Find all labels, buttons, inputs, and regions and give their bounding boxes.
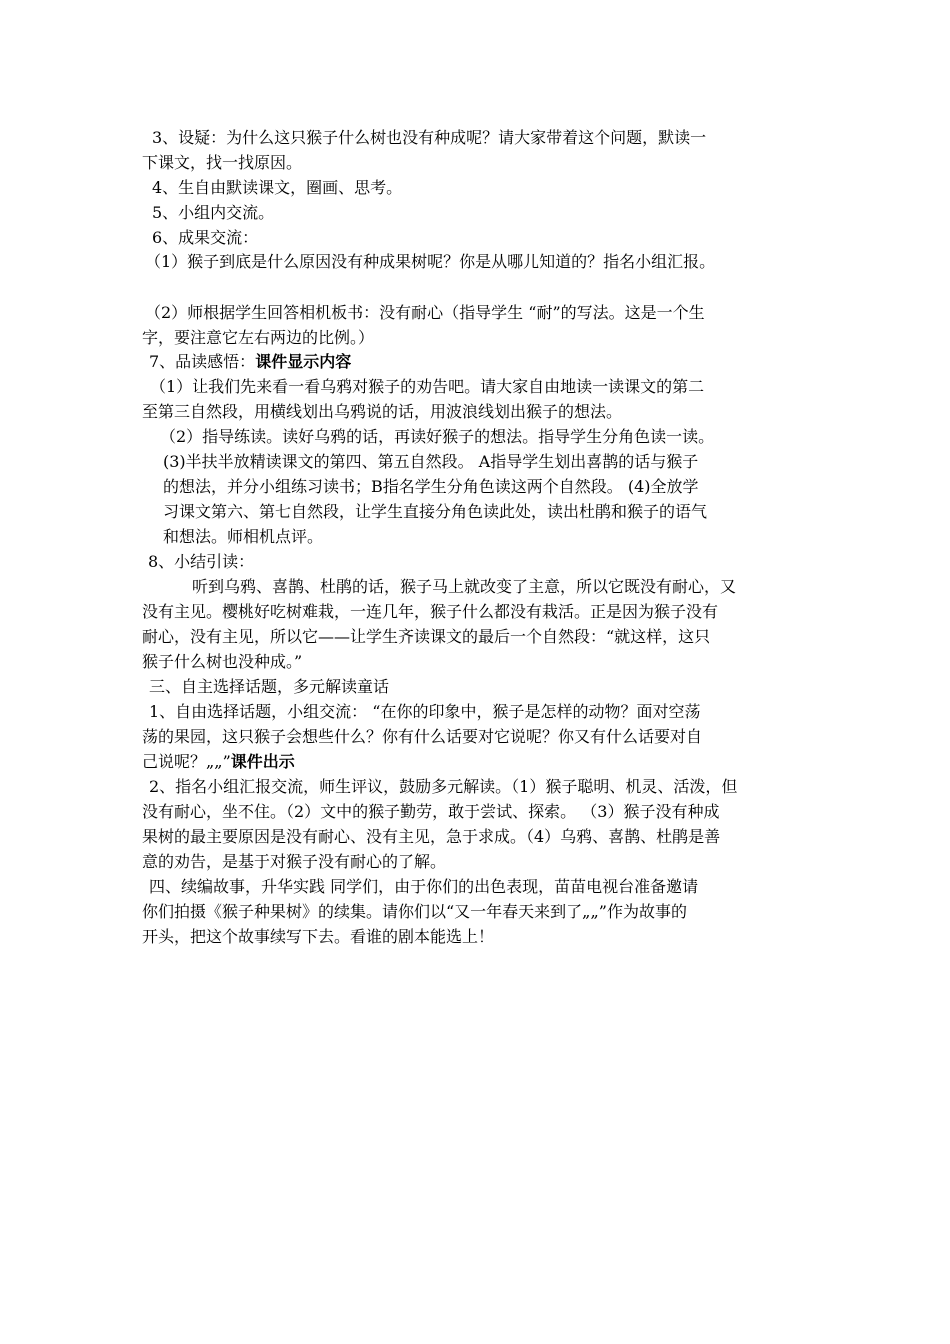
line-text: 字，要注意它左右两边的比例。） <box>142 328 375 347</box>
line-text: 下课文，找一找原因。 <box>142 153 303 172</box>
text-line-3 <box>152 178 402 198</box>
section-heading-3 <box>149 677 389 697</box>
line-text: 你们拍摄《猴子种果树》的续集。请你们以“又一年春天来到了„„”作为故事的 <box>142 902 687 921</box>
text-line-18 <box>192 577 736 597</box>
line-text: 8、小结引读： <box>148 552 255 571</box>
line-text: 4、生自由默读课文，圈画、思考。 <box>152 178 403 197</box>
line-text: 没有主见。樱桃好吃树难栽，一连几年，猴子什么都没有栽活。正是因为猴子没有 <box>142 602 719 621</box>
text-line-8 <box>142 328 374 348</box>
text-line-4 <box>152 203 274 223</box>
text-line-27 <box>142 802 719 822</box>
courseware-note: 课件出示 <box>230 752 295 771</box>
line-text: （2）指导练读。读好乌鸦的话，再读好猴子的想法。指导学生分角色读一读。 <box>160 427 715 446</box>
line-text: 己说呢？„„” <box>142 752 231 771</box>
text-line-16 <box>163 527 323 547</box>
line-text: (3)半扶半放精读课文的第四、第五自然段。 A指导学生划出喜鹊的话与猴子 <box>163 452 699 471</box>
text-line-21 <box>142 652 302 672</box>
line-text: 2、指名小组汇报交流，师生评议，鼓励多元解读。（1）猴子聪明、机灵、活泼，但 <box>149 777 738 796</box>
line-text: （1）让我们先来看一看乌鸦对猴子的劝告吧。请大家自由地读一读课文的第二 <box>150 377 705 396</box>
text-line-2 <box>142 153 302 173</box>
line-text: 耐心，没有主见，所以它——让学生齐读课文的最后一个自然段：“就这样，这只 <box>142 627 711 646</box>
line-text: 习课文第六、第七自然段，让学生直接分角色读此处，读出杜鹃和猴子的语气 <box>163 502 708 521</box>
text-line-29 <box>142 852 446 872</box>
line-text: 三、自主选择话题，多元解读童话 <box>149 677 390 696</box>
text-line-9 <box>149 352 351 372</box>
text-line-1 <box>152 128 812 148</box>
text-line-12 <box>160 427 714 447</box>
line-text: 听到乌鸦、喜鹊、杜鹃的话，猴子马上就改变了主意，所以它既没有耐心，又 <box>192 577 737 596</box>
text-line-17 <box>148 552 254 572</box>
courseware-note: 课件显示内容 <box>255 352 352 371</box>
line-text: 意的劝告，是基于对猴子没有耐心的了解。 <box>142 852 447 871</box>
line-text: 和想法。师相机点评。 <box>163 527 324 546</box>
line-text: 7、品读感悟： <box>149 352 256 371</box>
text-line-14 <box>163 477 699 497</box>
text-line-32 <box>142 927 494 947</box>
line-text: 至第三自然段，用横线划出乌鸦说的话，用波浪线划出猴子的想法。 <box>142 402 623 421</box>
line-text: 5、小组内交流。 <box>152 203 275 222</box>
text-line-24 <box>142 727 702 747</box>
line-text: （2）师根据学生回答相机板书：没有耐心（指导学生 “耐”的写法。这是一个生 <box>145 303 705 322</box>
text-line-15 <box>163 502 707 522</box>
line-text: 荡的果园，这只猴子会想些什么？你有什么话要对它说呢？你又有什么话要对自 <box>142 727 703 746</box>
line-text: 6、成果交流： <box>152 228 259 247</box>
text-line-25 <box>142 752 295 772</box>
text-line-26 <box>149 777 737 797</box>
line-text: 的想法，并分小组练习读书；B指名学生分角色读这两个自然段。 (4)全放学 <box>163 477 699 496</box>
line-text: 猴子什么树也没种成。” <box>142 652 303 671</box>
text-line-13 <box>163 452 698 472</box>
text-line-10 <box>150 377 704 397</box>
text-line-23 <box>149 702 700 722</box>
text-line-11 <box>142 402 622 422</box>
line-text: 开头，把这个故事续写下去。看谁的剧本能选上！ <box>142 927 495 946</box>
text-line-28 <box>142 827 720 847</box>
line-text: 1、自由选择话题，小组交流： “在你的印象中，猴子是怎样的动物？面对空荡 <box>149 702 701 721</box>
text-line-6 <box>145 252 715 272</box>
text-line-19 <box>142 602 718 622</box>
text-line-31 <box>142 902 687 922</box>
line-text: 3、设疑：为什么这只猴子什么树也没有种成呢？请大家带着这个问题，默读一 <box>152 128 707 147</box>
section-heading-4 <box>149 877 698 897</box>
text-line-20 <box>142 627 710 647</box>
line-text: （1）猴子到底是什么原因没有种成果树呢？你是从哪儿知道的？指名小组汇报。 <box>145 252 716 271</box>
text-line-5 <box>152 228 258 248</box>
line-text: 没有耐心，坐不住。（2）文中的猴子勤劳，敢于尝试、探索。 （3）猴子没有种成 <box>142 802 720 821</box>
text-line-7 <box>145 303 705 323</box>
line-text: 四、续编故事，升华实践 同学们，由于你们的出色表现，苗苗电视台准备邀请 <box>149 877 699 896</box>
line-text: 果树的最主要原因是没有耐心、没有主见，急于求成。（4）乌鸦、喜鹊、杜鹃是善 <box>142 827 721 846</box>
